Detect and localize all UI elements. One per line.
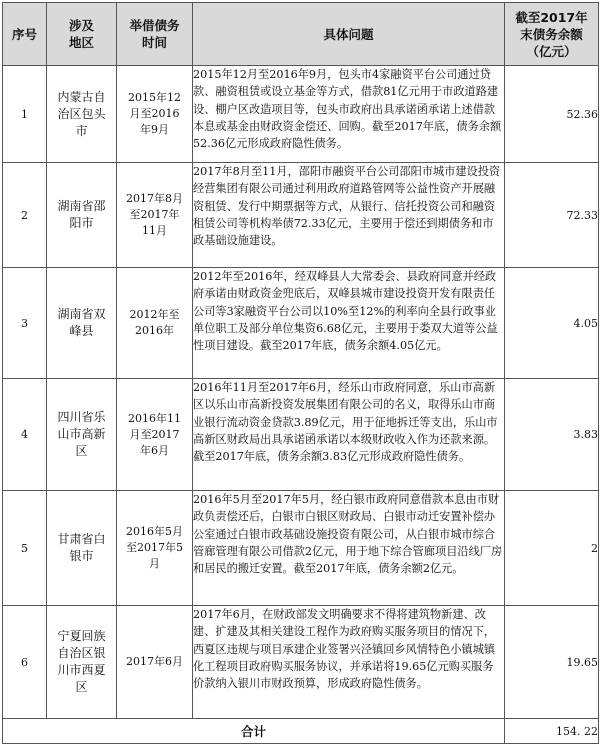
region-line: 自治区银 (57, 646, 106, 660)
table-row (3, 163, 599, 268)
row-debt: 52.36 (505, 66, 599, 163)
region-line: 山市高新 (57, 427, 106, 441)
region-line: 阳市 (69, 216, 94, 230)
row-period (117, 379, 193, 491)
header-debt-line: 末债务余额 (520, 26, 583, 42)
period-line: 2016年5月 (126, 525, 183, 538)
row-debt: 19.65 (505, 606, 599, 719)
row-detail: 2017年6月，在财政部发文明确要求不得将建筑物新建、改建、扩建及其相关建设工程作为政府购买服务项目的情况下，西夏区违规与项目承建企业签署兴泾镇回乡风情特色小镇城镇化工程项目政府购买服务协议，并承诺将19.65亿元购买服务价款纳入银川市财政预算，形成政府隐性债务。 (193, 606, 505, 719)
period-line: 年6月 (140, 443, 169, 457)
region-line: 治区包头 (57, 106, 106, 121)
header-detail: 具体问题 (193, 3, 505, 66)
row-detail: 2016年11月至2017年6月，经乐山市政府同意，乐山市高新区以乐山市高新投资发展集团有限公司的名义，取得乐山市商业银行流动资金贷款3.89亿元，用于征地拆迁等支出，乐山市高新区财政局出具承诺函承诺以本级财政收入作为还款来源。截至2017年底，债务余额3.83亿元形成政府隐性债务。 (193, 379, 505, 491)
table-row (3, 606, 599, 719)
row-detail: 2015年12月至2016年9月，包头市4家融资平台公司通过贷款、融资租赁或设立基金等方式，借款81亿元用于市政道路建设、棚户区改造项目等，包头市政府出具承诺函承诺上述借款本息或基金由财政资金偿还、回购。截至2017年底，债务余额52.36亿元形成政府隐性债务。 (193, 66, 505, 163)
header-row (3, 3, 599, 66)
period-line: 2015年12 (128, 91, 181, 104)
period-line: 2016年11 (128, 411, 181, 425)
region-line: 峰县 (69, 324, 94, 338)
period-line: 至2017年5 (126, 541, 183, 554)
header-region-line: 涉及 (68, 18, 94, 33)
region-line: 内蒙古自 (57, 89, 106, 104)
total-row (3, 719, 599, 744)
period-line: 2016年 (135, 324, 174, 337)
header-debt-line: （亿元） (526, 43, 577, 59)
row-detail: 2016年5月至2017年5月，经白银市政府同意借款本息由市财政负责偿还后，白银市白银区财政局、白银市动迁安置补偿办公室通过白银市政基础设施投资有限公司，从白银市城市综合管廊管理有限公司借款2亿元，用于地下综合管廊项目沿线厂房和居民的搬迁安置。截至2017年底，债务余额2亿元。 (193, 491, 505, 606)
row-debt: 3.83 (505, 379, 599, 491)
header-debt-line: 截至2017年 (515, 9, 588, 25)
table-row (3, 379, 599, 491)
row-index: 1 (3, 66, 47, 163)
region-line: 湖南省双 (57, 307, 106, 321)
region-line: 区 (75, 680, 88, 694)
period-line: 月 (149, 557, 160, 570)
table-row (3, 66, 599, 163)
row-index: 2 (3, 163, 47, 268)
header-region-line: 地区 (68, 35, 94, 50)
row-period (117, 66, 193, 163)
row-region (47, 491, 117, 606)
region-line: 湖南省邵 (57, 199, 106, 213)
row-debt: 2 (505, 491, 599, 606)
row-region (47, 606, 117, 719)
period-line: 11月 (142, 224, 167, 237)
row-index: 5 (3, 491, 47, 606)
period-line: 至2017年 (129, 208, 180, 221)
period-line: 2017年8月 (126, 192, 183, 205)
region-line: 四川省乐 (57, 410, 106, 424)
header-region (47, 3, 117, 66)
header-period-line: 举借债务 (129, 18, 180, 33)
row-detail: 2017年8月至11月，邵阳市融资平台公司邵阳市城市建设投资经营集团有限公司通过利用政府道路管网等公益性资产开展融资租赁、发行中期票据等方式，从银行、信托投资公司和融资租赁公司等机构举债72.33亿元，主要用于偿还到期债务和市政基础设施建设。 (193, 163, 505, 268)
row-debt: 72.33 (505, 163, 599, 268)
header-period-line: 时间 (141, 35, 167, 50)
row-index: 3 (3, 268, 47, 379)
row-region (47, 66, 117, 163)
header-period (117, 3, 193, 66)
row-region (47, 268, 117, 379)
region-line: 甘肃省白 (57, 532, 106, 546)
row-detail: 2012年至2016年，经双峰县人大常委会、县政府同意并经政府承诺由财政资金兜底后，双峰县城市建设投资开发有限责任公司等3家融资平台公司以10%至12%的利率向全县行政事业单位职工及部分单位集资6.68亿元，主要用于娄双大道等公益性项目建设。截至2017年底，债务余额4.05亿元。 (193, 268, 505, 379)
total-value: 154. 22 (505, 719, 599, 744)
row-period (117, 268, 193, 379)
debt-table (2, 2, 599, 744)
header-index: 序号 (3, 3, 47, 66)
row-period (117, 163, 193, 268)
total-label: 合计 (3, 719, 505, 744)
period-line: 2017年6月 (126, 655, 183, 668)
row-region (47, 379, 117, 491)
row-period (117, 491, 193, 606)
row-index: 4 (3, 379, 47, 491)
region-line: 宁夏回族 (57, 629, 106, 643)
period-line: 月至2016 (129, 107, 180, 120)
row-region (47, 163, 117, 268)
period-line: 2012年至 (129, 308, 180, 321)
row-period (117, 606, 193, 719)
table-row (3, 491, 599, 606)
header-debt (505, 3, 599, 66)
period-line: 年9月 (140, 123, 169, 136)
region-line: 市 (75, 123, 88, 138)
period-line: 月至2017 (129, 427, 180, 441)
region-line: 川市西夏 (57, 663, 106, 677)
region-line: 银市 (69, 549, 94, 563)
row-debt: 4.05 (505, 268, 599, 379)
region-line: 区 (75, 444, 88, 458)
table-row (3, 268, 599, 379)
row-index: 6 (3, 606, 47, 719)
